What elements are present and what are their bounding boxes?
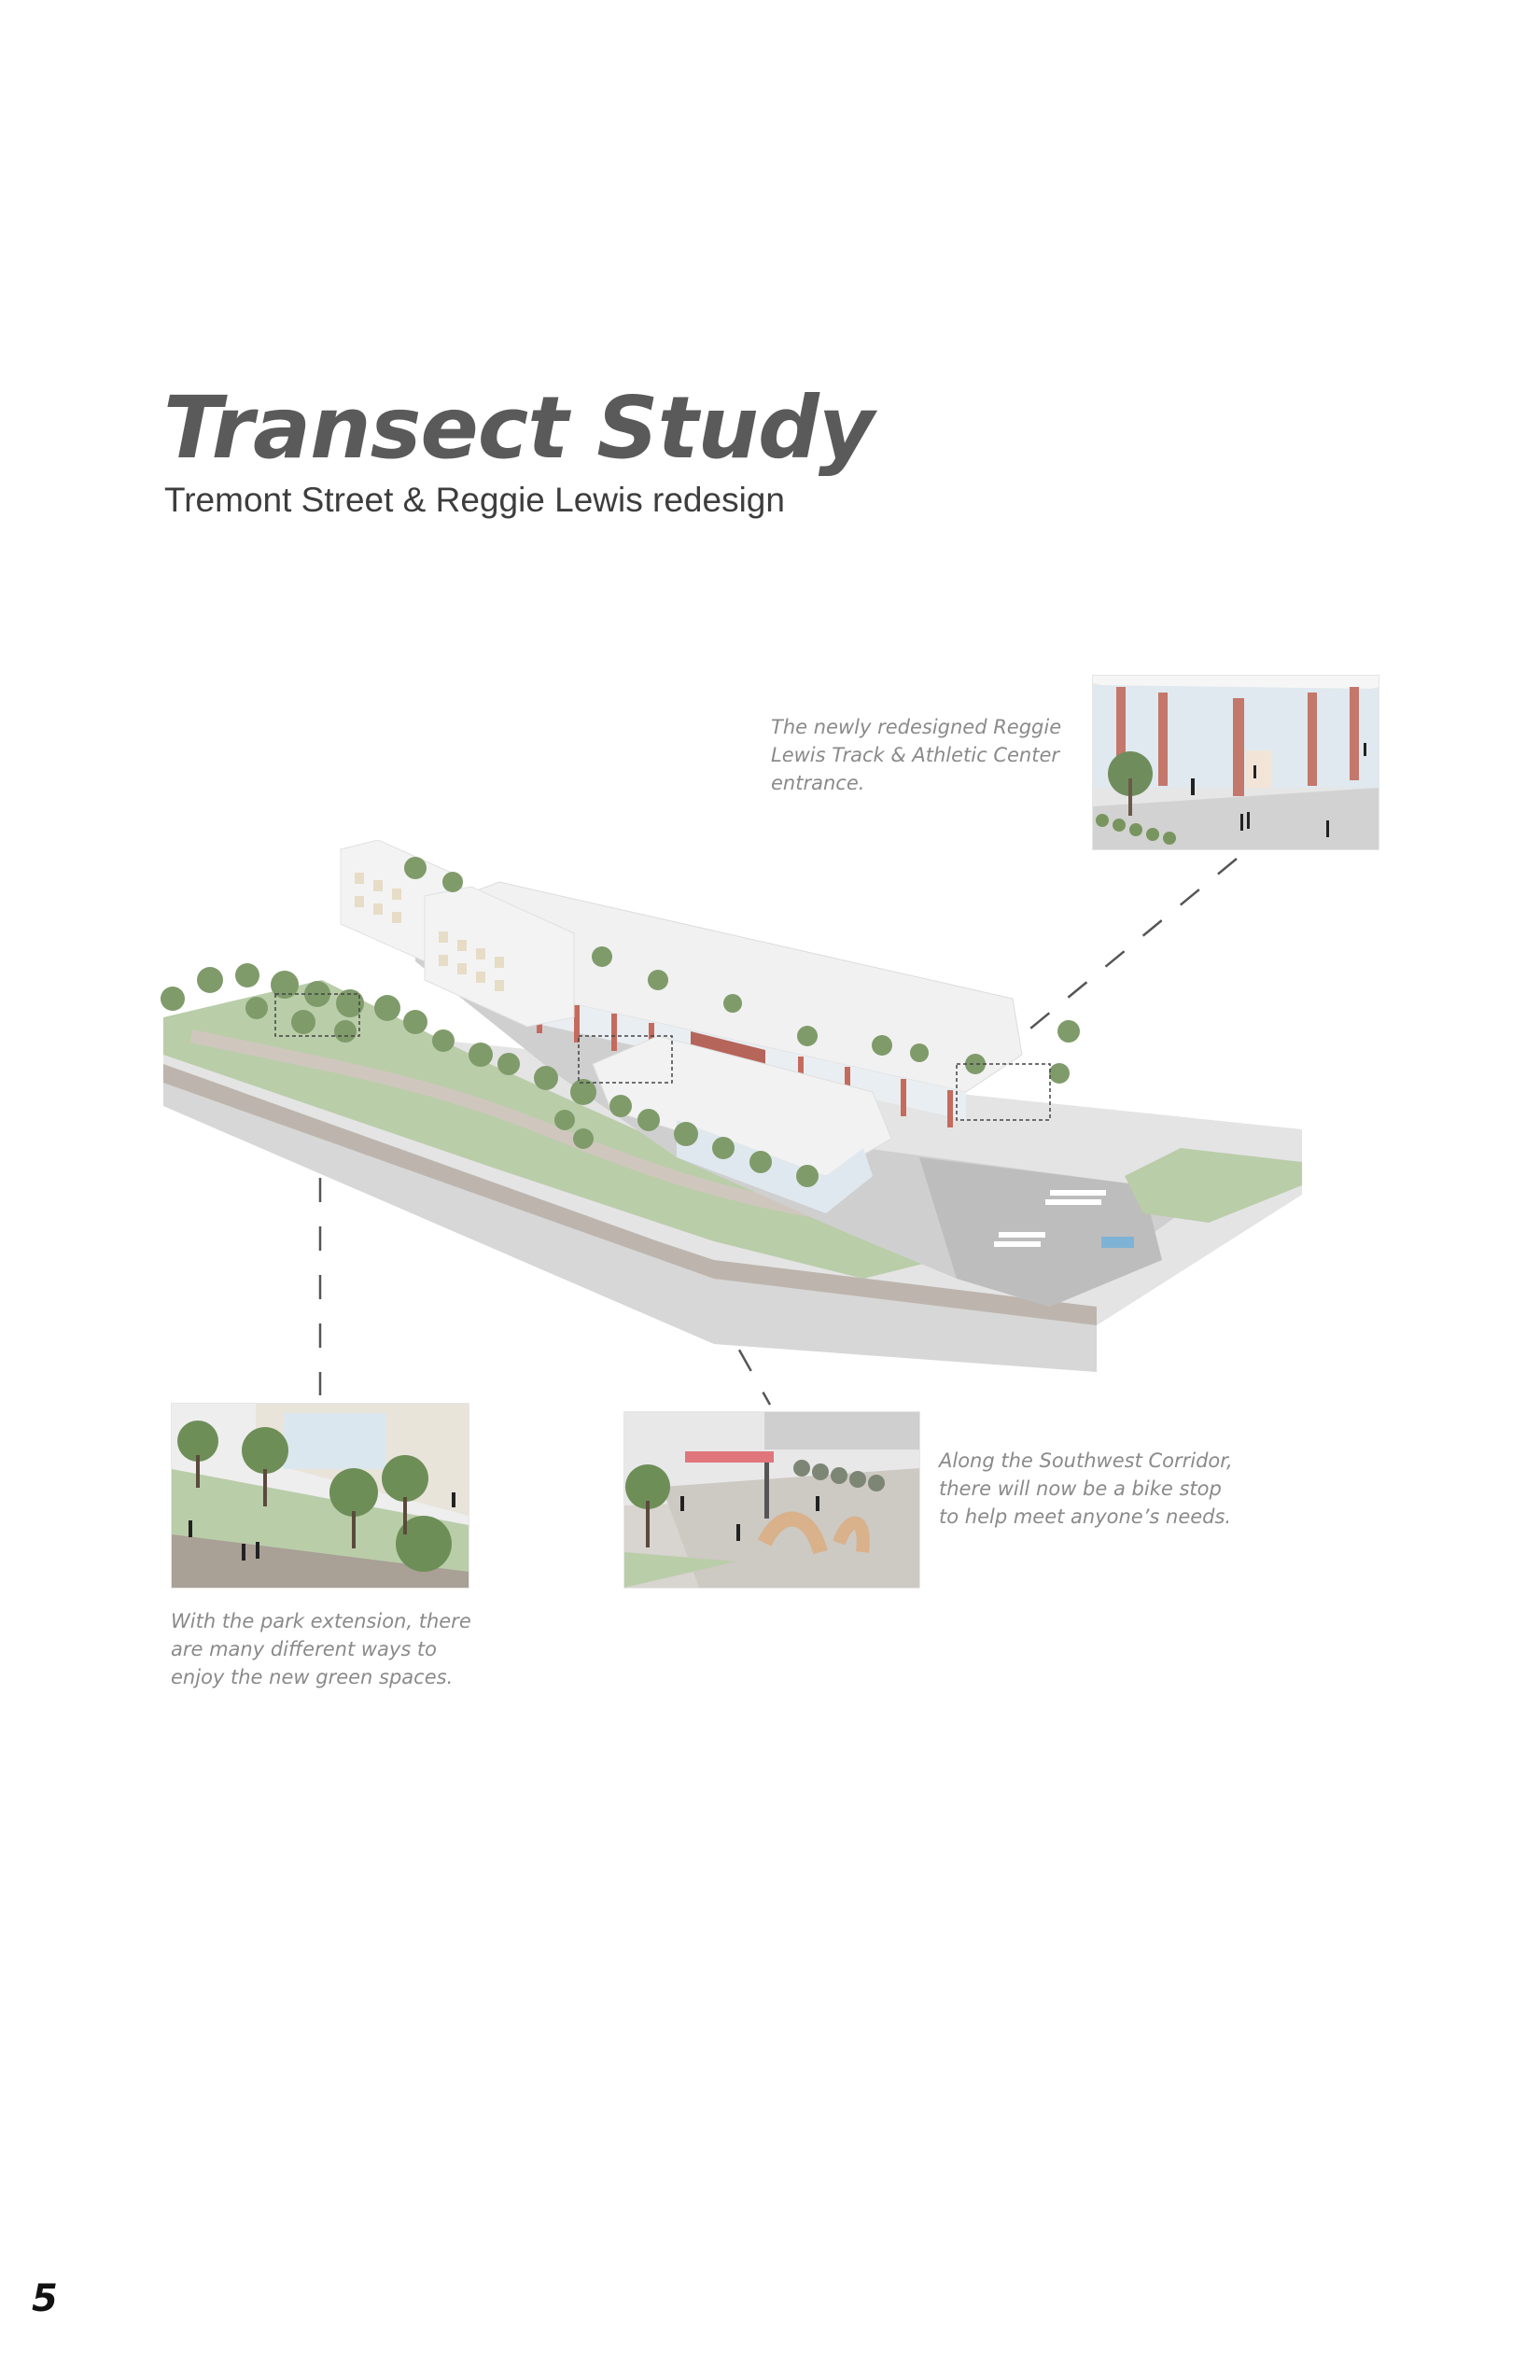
- inset-bike-stop: [623, 1411, 920, 1589]
- caption-reggie-lewis: The newly redesigned Reggie Lewis Track & Athletic Center entrance.: [771, 716, 1062, 794]
- caption-southwest-corridor: Along the Southwest Corridor, there will now be a bike stop to help meet anyone’s needs.: [939, 1449, 1233, 1528]
- inset-park-extension: [171, 1403, 469, 1589]
- inset-reggie-lewis-entrance: [1092, 675, 1379, 850]
- page-subtitle: Tremont Street & Reggie Lewis redesign: [164, 481, 785, 519]
- axonometric-site-illustration: [154, 840, 1311, 1381]
- caption-park-extension: With the park extension, there are many different ways to enjoy the new green spaces.: [171, 1610, 471, 1688]
- page-number: 5: [32, 2277, 58, 2320]
- page-title: Transect Study: [163, 378, 874, 478]
